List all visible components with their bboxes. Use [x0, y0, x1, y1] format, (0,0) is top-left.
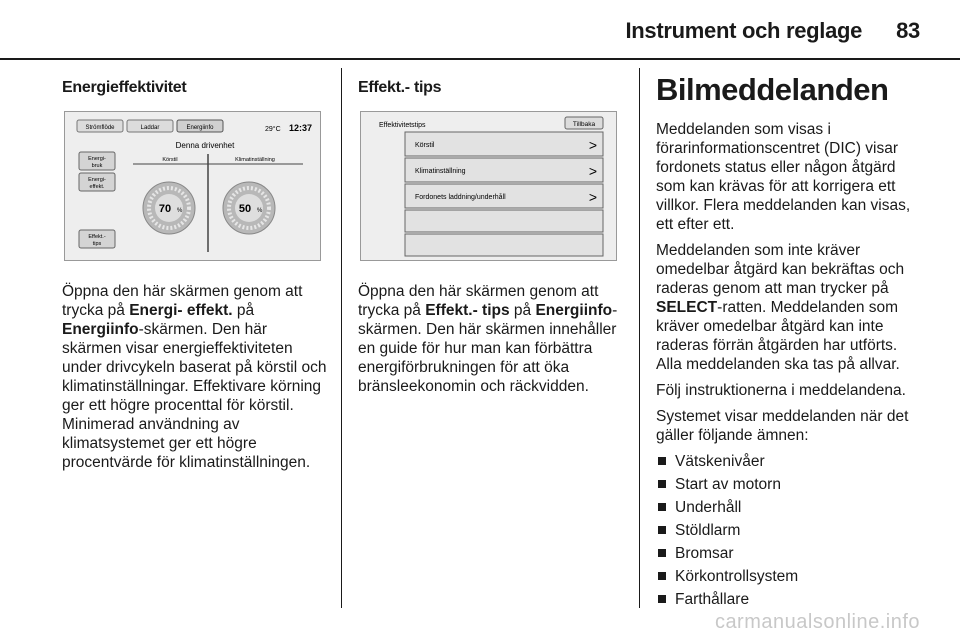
gauge-unit: %	[177, 208, 183, 214]
text: på	[509, 302, 536, 319]
paragraph: Systemet visar meddelanden när det gäller följande ämnen:	[656, 408, 909, 444]
column-energy-efficiency	[62, 78, 330, 479]
column-effekt-tips	[358, 78, 626, 403]
gauge-value: 70	[158, 203, 172, 215]
column-divider-1	[341, 68, 342, 608]
screen-heading: Effektivitetstips	[379, 122, 426, 129]
ui-term: Energi- effekt.	[129, 302, 233, 319]
ui-term: Energiinfo	[535, 302, 613, 319]
column-bilmeddelanden	[656, 74, 922, 613]
tips-row	[405, 132, 603, 156]
button-label: bruk	[91, 163, 103, 169]
bullet-square-icon	[658, 549, 666, 557]
tips-row-label: Körstil	[415, 142, 435, 149]
button-label: Effekt.-	[88, 234, 106, 240]
list-item	[656, 475, 922, 494]
tab-label: Energiinfo	[186, 125, 214, 131]
text: Meddelanden som inte kräver omedelbar åtgärd kan bekräftas och raderas genom att man trycker på	[656, 242, 905, 297]
section-title: Effekt.- tips	[358, 79, 442, 96]
list-item-label: Körkontrollsystem	[675, 568, 799, 585]
paragraph	[656, 241, 922, 374]
list-item	[656, 567, 922, 586]
header-title: Instrument och reglage	[625, 18, 863, 43]
gauge-value: 50	[238, 203, 252, 215]
list-item-label: Stöldlarm	[675, 522, 741, 539]
tips-row-empty	[405, 210, 603, 232]
label-klimat: Klimatinställning	[235, 157, 275, 163]
effekt-tips-screen	[360, 111, 617, 261]
watermark: carmanualsonline.info	[714, 611, 920, 633]
text: -skärmen. Den här skärmen visar energieffektiviteten under drivcykeln baserat på körstil och klimatinställningar. Effektivare körning ger ett högre procenttal för körstil. Minimerad användning av klimatsystemet ger ett högre procentvärde för klimatinställningen.	[62, 321, 327, 471]
text: Öppna den här skärmen genom att trycka på	[358, 283, 599, 319]
topic-list	[656, 452, 922, 609]
page-header	[625, 18, 920, 44]
screen-tab-bar	[77, 120, 223, 132]
text: -ratten. Meddelanden som kräver omedelbar åtgärd kan inte raderas förrän åtgärden har utförts. Alla meddelanden ska tas på allvar.	[656, 299, 900, 373]
list-item	[656, 498, 922, 517]
paragraph: Följ instruktionerna i meddelandena.	[656, 382, 906, 399]
section-heading: Bilmeddelanden	[656, 72, 889, 107]
button-label: Energi-	[88, 177, 106, 183]
bullet-square-icon	[658, 526, 666, 534]
bullet-square-icon	[658, 503, 666, 511]
back-button-label: Tillbaka	[572, 121, 596, 128]
list-item	[656, 521, 922, 540]
list-item-label: Start av motorn	[675, 476, 781, 493]
ui-term: Energiinfo	[62, 321, 139, 338]
tab-label: Laddar	[140, 125, 160, 131]
text: -skärmen. Den här skärmen innehåller en guide för hur man kan förbättra energiförbrukningen för att öka bränsleekonomin och räckvidden.	[358, 302, 618, 395]
gauge-unit: %	[257, 208, 263, 214]
energy-efficiency-screen	[64, 111, 321, 261]
bullet-square-icon	[658, 572, 666, 580]
bullet-square-icon	[658, 595, 666, 603]
gauge-korstil	[143, 182, 195, 234]
screen-heading: Denna drivenhet	[175, 141, 235, 150]
label-korstil: Körstil	[162, 157, 178, 163]
chevron-right-icon: >	[588, 189, 598, 205]
page-number: 83	[896, 18, 920, 43]
tips-row-label: Klimatinställning	[415, 168, 466, 175]
tab-label: Strömflöde	[85, 125, 115, 131]
screen-time: 12:37	[289, 123, 313, 133]
paragraph	[62, 282, 330, 472]
gauge-klimat	[223, 182, 275, 234]
list-item	[656, 590, 922, 609]
column-divider-2	[639, 68, 640, 608]
list-item	[656, 452, 922, 471]
list-item-label: Bromsar	[675, 545, 734, 562]
ui-term: SELECT	[656, 299, 718, 316]
list-item-label: Farthållare	[675, 591, 750, 608]
paragraph	[358, 282, 626, 396]
text: Öppna den här skärmen genom att trycka på	[62, 283, 303, 319]
list-item-label: Underhåll	[675, 499, 742, 516]
list-item-label: Vätskenivåer	[675, 453, 765, 470]
paragraph: Meddelanden som visas i förarinformationscentret (DIC) visar fordonets status eller någon åtgärd som kan krävas för att korrigera ett villkor. Flera meddelanden kan visas, ett efter ett.	[656, 121, 911, 233]
screen-temperature: 29°C	[265, 126, 281, 133]
bullet-square-icon	[658, 480, 666, 488]
header-rule	[0, 58, 960, 60]
ui-term: Effekt.- tips	[425, 302, 510, 319]
button-label: Energi-	[88, 156, 106, 162]
button-label: tips	[92, 241, 102, 247]
chevron-right-icon: >	[588, 163, 598, 179]
bullet-square-icon	[658, 457, 666, 465]
button-label: effekt.	[89, 184, 105, 190]
chevron-right-icon: >	[588, 137, 598, 153]
tips-list	[405, 132, 603, 256]
tips-row-empty	[405, 234, 603, 256]
list-item	[656, 544, 922, 563]
section-title: Energieffektivitet	[62, 79, 187, 96]
text: på	[232, 302, 255, 319]
tips-row-label: Fordonets laddning/underhåll	[415, 194, 506, 201]
